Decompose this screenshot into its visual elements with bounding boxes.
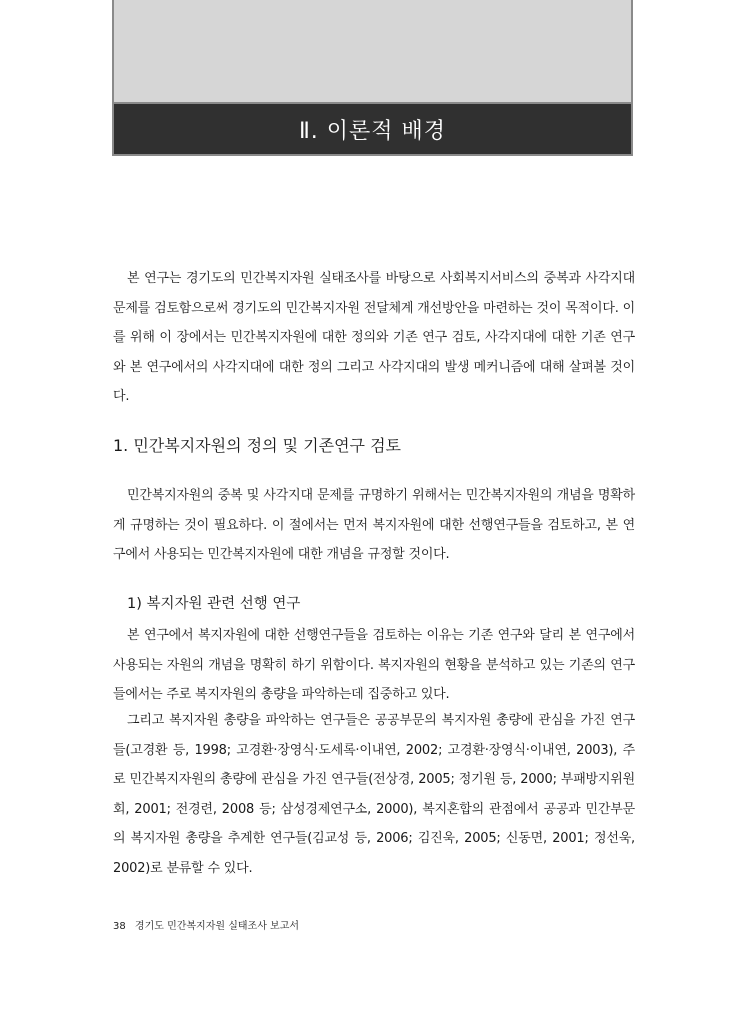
subsection-heading: 1) 복지자원 관련 선행 연구 [127, 596, 301, 612]
page-number: 38 [113, 921, 126, 932]
section-paragraph: 민간복지자원의 중복 및 사각지대 문제를 규명하기 위해서는 민간복지자원의 개념을 명확하게 규명하는 것이 필요하다. 이 절에서는 먼저 복지자원에 대한 선행연구들을 검토하고, 본 연구에서 사용되는 민간복지자원에 대한 개념을 규정할 것이다. [113, 488, 635, 562]
page-footer [113, 917, 299, 932]
chapter-header-box [112, 0, 633, 156]
subsection-paragraph-1: 본 연구에서 복지자원에 대한 선행연구들을 검토하는 이유는 기존 연구와 달리 본 연구에서 사용되는 자원의 개념을 명확히 하기 위함이다. 복지자원의 현황을 분석하고 있는 기존의 연구들에서는 주로 복지자원의 총량을 파악하는데 집중하고 있다. [113, 628, 635, 702]
intro-paragraph: 본 연구는 경기도의 민간복지자원 실태조사를 바탕으로 사회복지서비스의 중복과 사각지대 문제를 검토함으로써 경기도의 민간복지자원 전달체계 개선방안을 마련하는 것이 목적이다. 이를 위해 이 장에서는 민간복지자원에 대한 정의와 기존 연구 검토, 사각지대에 대한 기존 연구와 본 연구에서의 사각지대에 대한 정의 그리고 사각지대의 발생 메커니즘에 대해 살펴볼 것이다. [113, 271, 635, 404]
chapter-title-bar [114, 102, 631, 154]
report-title: 경기도 민간복지자원 실태조사 보고서 [134, 921, 300, 932]
subsection-paragraph-2: 그리고 복지자원 총량을 파악하는 연구들은 공공부문의 복지자원 총량에 관심을 가진 연구들(고경환 등, 1998; 고경환·장영식·도세록·이내연, 2002; 고경환·장영식·이내연, 2003), 주로 민간복지자원의 총량에 관심을 가진 연구들(전상경, 2005; 정기원 등, 2000; 부패방지위원회, 2001; 전경련, 2008 등; 삼성경제연구소, 2000), 복지혼합의 관점에서 공공과 민간부문의 복지자원 총량을 추계한 연구들(김교성 등, 2006; 김진욱, 2005; 신동면, 2001; 정선욱, 2002)로 분류할 수 있다. [113, 713, 635, 876]
chapter-title: Ⅱ. 이론적 배경 [298, 118, 447, 144]
section-heading: 1. 민간복지자원의 정의 및 기존연구 검토 [113, 436, 401, 455]
